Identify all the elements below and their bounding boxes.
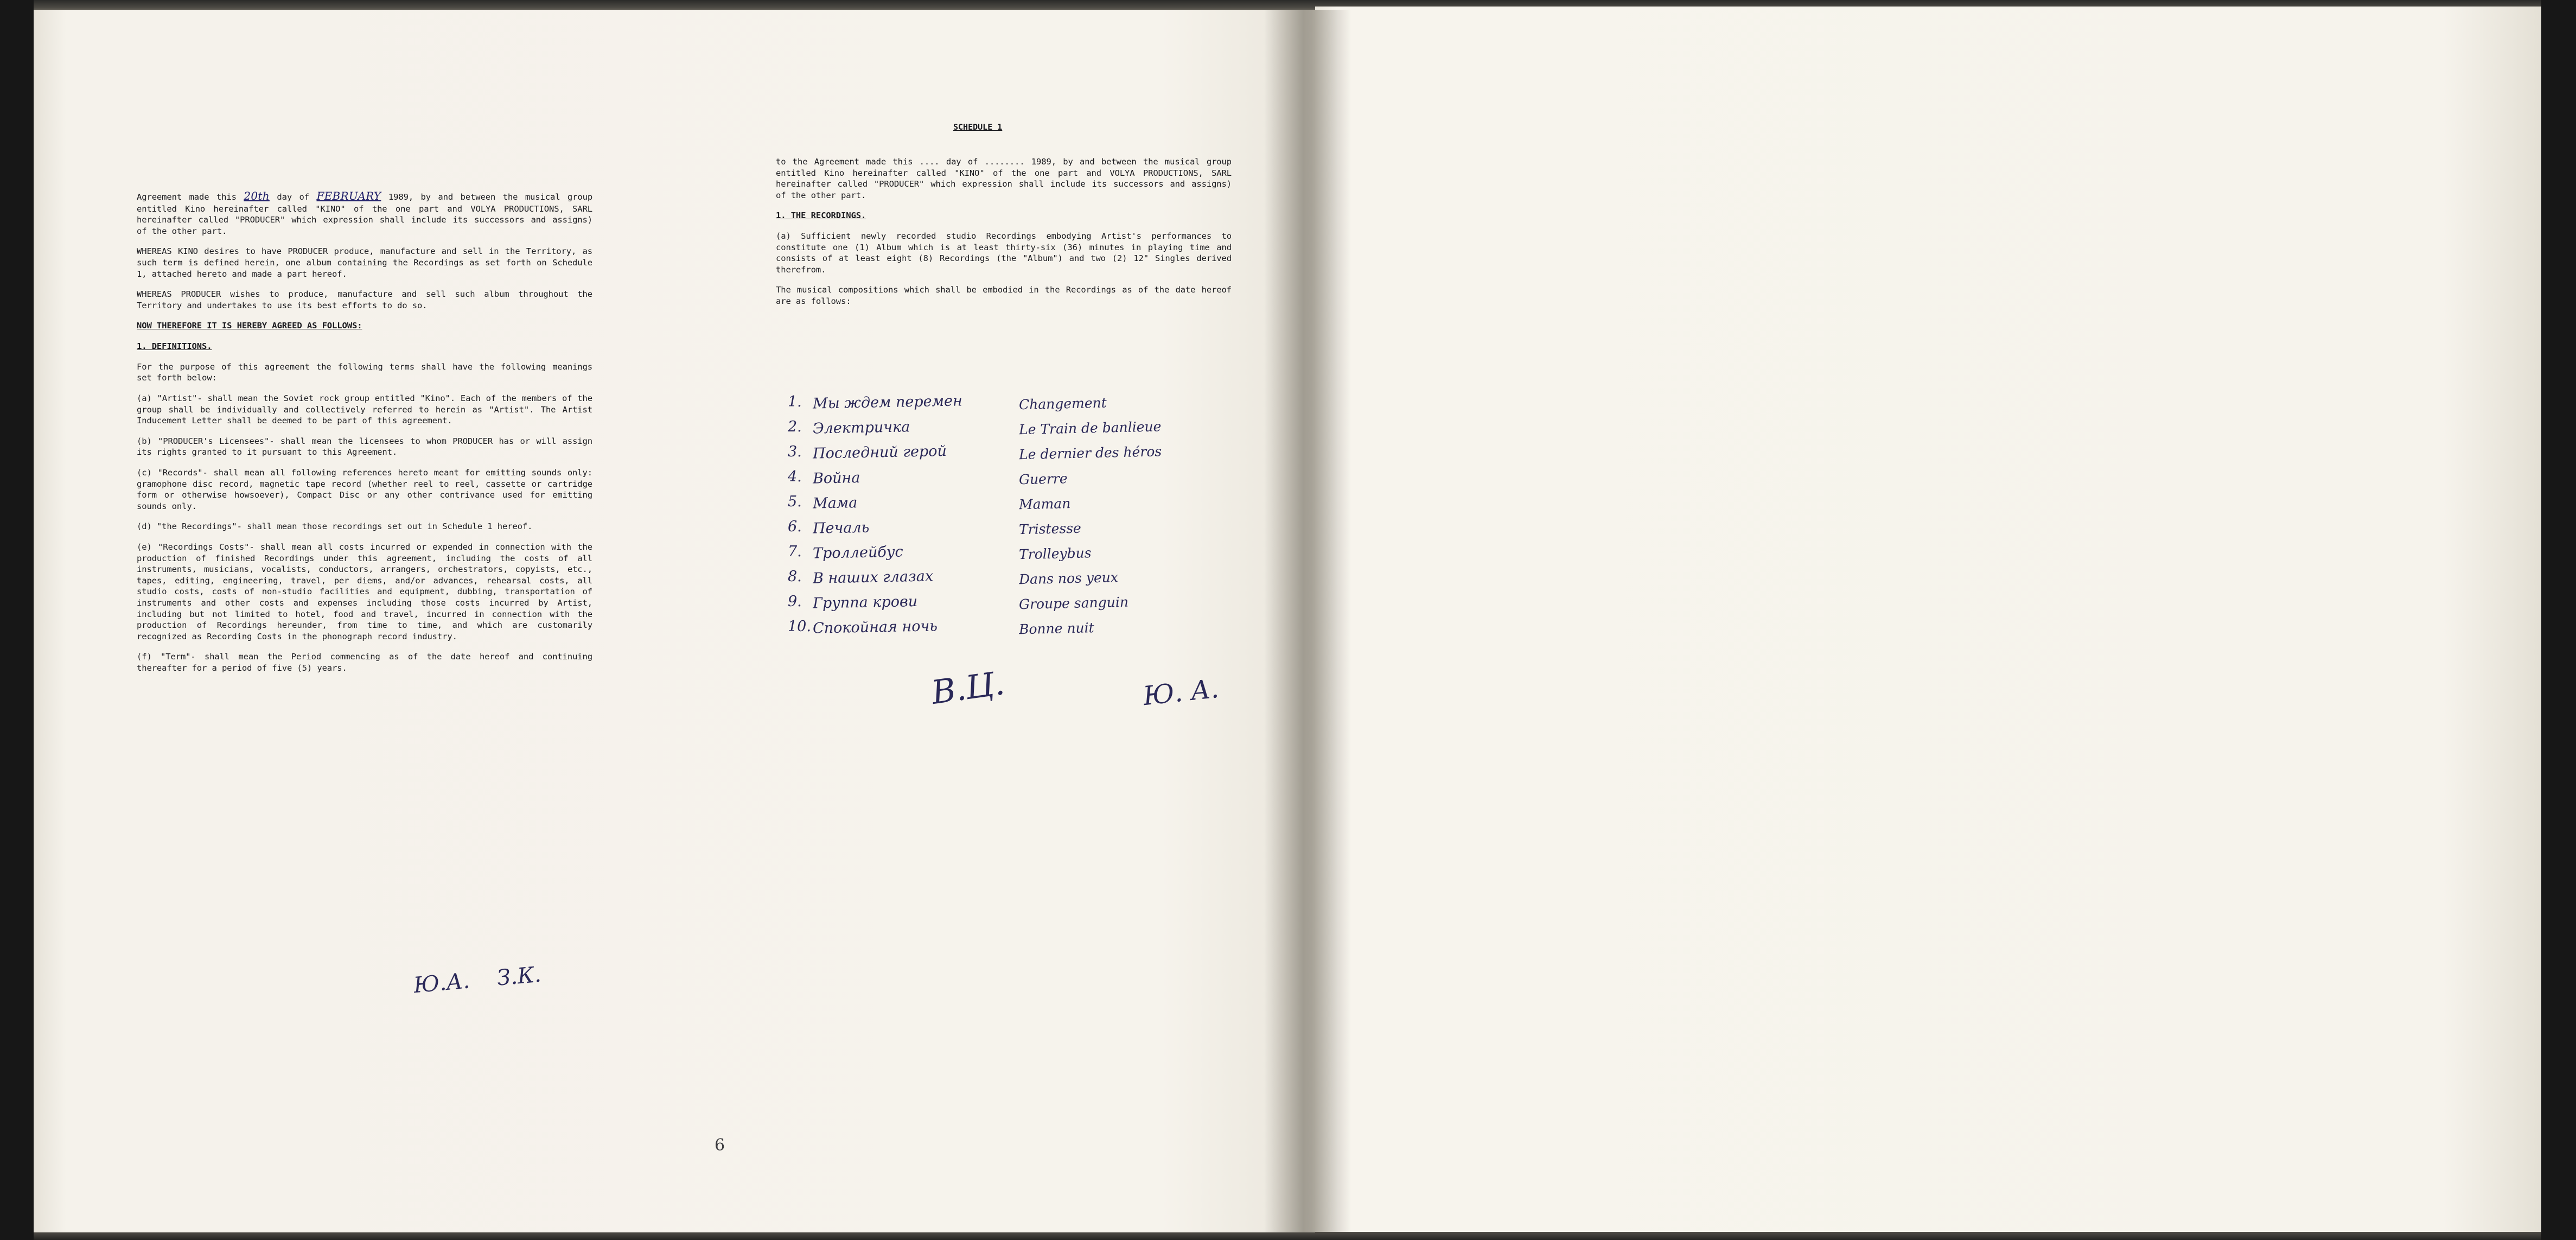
signature-schedule-left: В.Ц. [929,664,1007,713]
track-title-fr: Bonne nuit [1018,620,1094,638]
definitions-heading: 1. DEFINITIONS. [137,341,212,352]
track-number: 10. [788,618,811,635]
track-title-ru: Печаль [812,519,870,537]
track-title-fr: Changement [1018,395,1107,413]
handwritten-day: 20th [244,189,270,202]
track-number: 5. [788,493,802,510]
signature-initials-2: З.К. [496,962,543,991]
track-number: 2. [788,418,802,435]
track-title-ru: Мы ждем перемен [812,392,963,412]
track-number: 6. [788,518,802,535]
contract-column-left [137,189,592,683]
handwritten-month: FEBRUARY [316,189,381,202]
tracklist-row [788,559,1222,588]
signature-left-column [412,962,542,998]
track-title-ru: Электричка [812,418,910,437]
track-title-fr: Guerre [1018,470,1068,488]
whereas-producer-paragraph: WHEREAS PRODUCER wishes to produce, manufacture and sell such album throughout the Territory and undertakes to use its best efforts to do so. [137,289,592,310]
track-number: 4. [788,468,802,485]
agreement-intro-paragraph [137,189,592,237]
left-page [34,10,1315,1232]
right-page [1315,7,2541,1232]
track-title-ru: Троллейбус [812,543,903,562]
intro-rest: 1989, by and between the musical group entitled Kino hereinafter called "KINO" of the one part and VOLYA PRODUCTIONS, SARL hereinafter called "PRODUCER" which expression shall include its successors and assigns) of the other part. [137,192,593,236]
page-number-left: 6 [715,1136,725,1155]
track-title-fr: Trolleybus [1018,545,1092,563]
whereas-kino-paragraph: WHEREAS KINO desires to have PRODUCER produce, manufacture and sell in the Territory, as such term is defined herein, one album containing the Recordings as set forth on Schedule 1, attached hereto and made a part hereof. [137,246,592,279]
contract-column-right [776,156,1232,316]
track-title-fr: Dans nos yeux [1018,569,1119,588]
tracklist-row [788,584,1222,613]
signature-schedule-right: Ю. А. [1142,673,1220,712]
tracklist-row [788,609,1222,638]
now-therefore-heading: NOW THEREFORE IT IS HEREBY AGREED AS FOLLOWS: [137,321,362,331]
tracklist-row [788,384,1222,413]
definition-b: (b) "PRODUCER's Licensees"- shall mean the licensees to whom PRODUCER has or will assign its rights granted to it pursuant to this Agreement. [137,436,592,457]
track-title-ru: Спокойная ночь [812,618,938,637]
intro-mid: day of [277,192,309,202]
tracklist-row [788,434,1222,463]
track-title-ru: Последний герой [812,442,947,462]
definition-d: (d) "the Recordings"- shall mean those recordings set out in Schedule 1 hereof. [137,522,533,532]
track-title-fr: Tristesse [1018,520,1082,538]
track-number: 7. [788,543,802,560]
track-title-ru: Мама [812,494,858,512]
recordings-clause-a: (a) Sufficient newly recorded studio Recordings embodying Artist's performances to constitute one (1) Album which is at least thirty-six (36) minutes in playing time and consists of at least eight (8) Recordings (the "Album") and two (2) 12" Singles derived therefrom. [776,231,1232,275]
intro-prefix: Agreement made this [137,192,237,202]
schedule-intro: to the Agreement made this .... day of ........ 1989, by and between the musical group entitled Kino hereinafter called "KINO" of the one part and VOLYA PRODUCTIONS, SARL hereinafter called "PRODUCER" which expression shall include its successors and assigns) of the other part. [776,157,1232,200]
definition-e: (e) "Recordings Costs"- shall mean all costs incurred or expended in connection with the production of finished Recordings under this agreement, including the costs of all instruments, musicians, vocalists, conductors, arrangers, orchestrators, copyists, etc., tapes, editing, engineering, travel, per diems, and/or advances, rehearsal costs, all studio costs, costs of non-studio facilities and equipment, dubbing, transportation of instruments and other costs and expenses including those costs incurred by Artist, including but not limited to hotel, food and travel, incurred in connection with the production of Recordings hereunder, from time to time, and which are customarily recognized as Recording Costs in the phonograph record industry. [137,542,592,641]
track-number: 9. [788,593,802,610]
tracklist-row [788,459,1222,488]
track-title-fr: Groupe sanguin [1018,594,1129,613]
schedule-heading: SCHEDULE 1 [953,122,1003,132]
track-title-ru: Война [812,469,860,487]
definition-c: (c) "Records"- shall mean all following references hereto meant for emitting sounds only: gramophone disc record, magnetic tape record (whether reel to reel, cassette or cartridge form or otherwise howsoever), Compact Disc or any other contrivance used for emitting sounds only. [137,467,592,511]
track-title-fr: Le dernier des héros [1018,443,1162,463]
track-title-ru: В наших глазах [812,568,934,587]
track-number: 8. [788,568,802,585]
track-title-fr: Maman [1018,495,1071,513]
compositions-lead: The musical compositions which shall be embodied in the Recordings as of the date hereof are as follows: [776,285,1232,307]
signature-initials-1: Ю.А. [412,968,471,999]
tracklist-row [788,409,1222,438]
track-number: 1. [788,393,802,410]
recordings-heading: 1. THE RECORDINGS. [776,211,866,221]
definition-f: (f) "Term"- shall mean the Period commencing as of the date hereof and continuing thereafter for a period of five (5) years. [137,652,592,673]
definitions-lead: For the purpose of this agreement the following terms shall have the following meanings set forth below: [137,361,592,383]
tracklist-row [788,509,1222,538]
handwritten-tracklist [788,384,1222,638]
track-title-fr: Le Train de banlieue [1018,418,1162,438]
tracklist-row [788,534,1222,563]
track-number: 3. [788,443,802,460]
definition-a: (a) "Artist"- shall mean the Soviet rock group entitled "Kino". Each of the members of the group shall be individually and collectively referred to herein as "Artist". The Artist Inducement Letter shall be deemed to be part of this agreement. [137,393,592,426]
tracklist-row [788,484,1222,513]
track-title-ru: Группа крови [812,593,918,612]
